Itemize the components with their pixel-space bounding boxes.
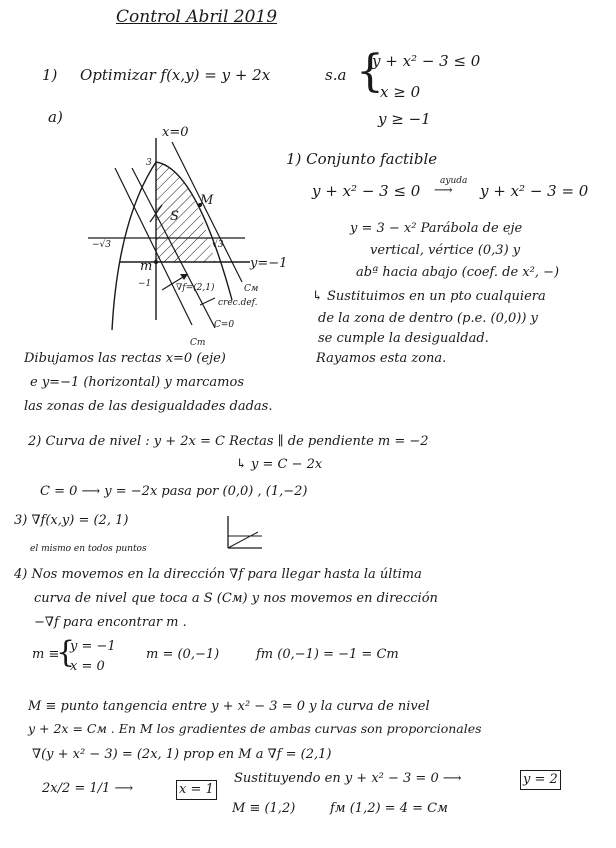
parabola-line-3: abª hacia abajo (coef. de x², −) (356, 265, 560, 280)
M-value: fм (1,2) = 4 = Cм (330, 801, 448, 816)
substitute-line-1: ↳ Sustituimos en un pto cualquiera (312, 289, 546, 304)
step5-line-1: M ≡ punto tangencia entre y + x² − 3 = 0 y la curva de nivel (28, 699, 430, 714)
constraint-3: y ≥ −1 (378, 110, 431, 128)
constraint-brace: { (356, 46, 384, 97)
step2-line-1: 2) Curva de nivel : y + 2x = C Rectas ∥ de pendiente m = −2 (28, 434, 429, 449)
draw-note-3: las zonas de las desigualdades dadas. (24, 399, 273, 414)
label-m-value: −1 (138, 279, 152, 289)
label-cm-top: Cм (244, 284, 259, 294)
step2-line-2: ↳ y = C − 2x (236, 457, 323, 472)
ayuda-arrow: ⟶ (434, 183, 453, 198)
m-system-1: y = −1 (70, 639, 116, 654)
draw-note-1: Dibujamos las rectas x=0 (eje) (24, 351, 226, 366)
label-cm-bottom: Cm (190, 338, 206, 348)
M-point: M ≡ (1,2) (232, 801, 296, 816)
problem-number: 1) (42, 66, 58, 84)
y-result-box: y = 2 (520, 770, 561, 790)
substitution-text: Sustituyendo en y + x² − 3 = 0 ⟶ (234, 771, 462, 786)
label-crec-def: crec.def. (218, 298, 258, 308)
constraint-1: y + x² − 3 ≤ 0 (372, 52, 481, 70)
label-neg-sqrt3: −√3 (92, 240, 112, 250)
step2-line-3: C = 0 ⟶ y = −2x pasa por (0,0) , (1,−2) (40, 484, 308, 499)
parabola-line-1: y = 3 − x² Parábola de eje (350, 221, 523, 236)
feasible-ineq: y + x² − 3 ≤ 0 (312, 182, 421, 200)
step3-line-1: 3) ∇f(x,y) = (2, 1) (14, 513, 129, 528)
x-result-box: x = 1 (176, 780, 217, 800)
substitute-line-3: se cumple la desigualdad. (318, 331, 489, 346)
feasible-eq: y + x² − 3 = 0 (480, 182, 589, 200)
step4-line-2: curva de nivel que toca a S (Cм) y nos movemos en dirección (34, 591, 438, 606)
m-system-brace: { (56, 635, 76, 670)
step4-line-1: 4) Nos movemos en la dirección ∇f para llegar hasta la última (14, 567, 422, 582)
m-point: m = (0,−1) (146, 647, 220, 662)
feasible-heading: 1) Conjunto factible (286, 150, 438, 168)
step3-line-2: el mismo en todos puntos (30, 544, 147, 554)
label-y-minus-1: y=−1 (250, 256, 288, 271)
label-vertex-3: 3 (146, 158, 152, 168)
parabola-line-2: vertical, vértice (0,3) y (370, 243, 521, 258)
ayuda-note: ayuda (440, 176, 468, 186)
m-system-2: x = 0 (70, 659, 105, 674)
label-M: M (200, 193, 214, 208)
substitute-line-4: Rayamos esta zona. (316, 351, 447, 366)
part-a-label: a) (48, 108, 63, 126)
page-title: Control Abril 2019 (116, 7, 278, 27)
objective-function: Optimizar f(x,y) = y + 2x (80, 66, 271, 84)
label-S: S (170, 209, 179, 224)
label-m: m (140, 259, 153, 274)
m-definition: m ≡ (32, 647, 60, 662)
draw-note-2: e y=−1 (horizontal) y marcamos (30, 375, 245, 390)
constraint-2: x ≥ 0 (380, 83, 421, 101)
label-gradient: ∇f=(2,1) (176, 283, 215, 293)
step5-line-2: y + 2x = Cм . En M los gradientes de ambas curvas son proporcionales (28, 721, 482, 736)
label-x0: x=0 (162, 125, 189, 140)
step4-line-3: −∇f para encontrar m . (34, 615, 187, 630)
substitute-line-2: de la zona de dentro (p.e. (0,0)) y (318, 311, 538, 326)
m-value: fm (0,−1) = −1 = Cm (256, 647, 399, 662)
tangency-fraction: 2x/2 = 1/1 ⟶ (42, 781, 134, 796)
label-pos-sqrt3: √3 (212, 240, 224, 250)
step5-line-3: ∇(y + x² − 3) = (2x, 1) prop en M a ∇f = (2,1) (32, 747, 332, 762)
subject-to-label: s.a (325, 66, 347, 84)
label-c0: C=0 (214, 320, 235, 330)
